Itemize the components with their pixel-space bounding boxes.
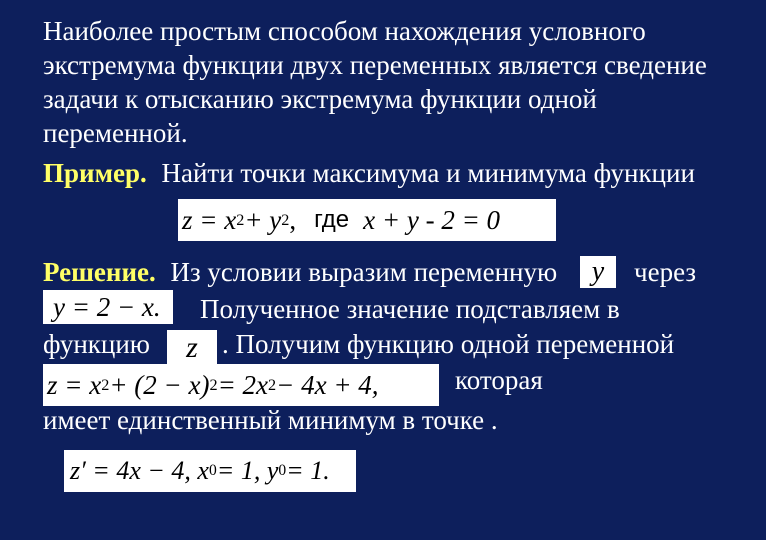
example-line bbox=[43, 156, 695, 190]
intro-line-3: задачи к отысканию экстремума функции одной bbox=[43, 84, 597, 114]
var-z-box bbox=[167, 330, 217, 366]
solution-through: через bbox=[634, 257, 697, 287]
formula-result: z′ = 4x − 4, x 0 = 1, y 0 = 1. bbox=[64, 450, 356, 492]
example-label: Пример. bbox=[43, 158, 147, 188]
formula-result-c: = 1. bbox=[286, 456, 330, 485]
formula-substitution: z = x 2 + (2 − x) 2 = 2x 2 − 4x + 4, bbox=[43, 364, 439, 406]
formula-result-b: = 1, y bbox=[216, 456, 279, 485]
formula-sub-c: = 2x bbox=[217, 369, 269, 400]
formula-result-a: z′ = 4x − 4, x bbox=[70, 456, 209, 485]
var-y-box bbox=[580, 256, 616, 288]
formula-sub-d: − 4x + 4, bbox=[276, 369, 379, 400]
example-text: Найти точки максимума и минимума функции bbox=[161, 158, 695, 188]
solution-which: которая bbox=[455, 365, 543, 395]
solution-text-2: Полученное значение подставляем в bbox=[200, 294, 620, 324]
intro-line-1: Наиболее простым способом нахождения условного bbox=[43, 16, 646, 46]
solution-func-word: функцию bbox=[43, 329, 150, 359]
formula-sub-a: z = x bbox=[47, 369, 102, 400]
solution-line-1 bbox=[43, 255, 557, 289]
formula-task-lhs: z = x bbox=[182, 204, 237, 235]
formula-task-constraint: x + y - 2 = 0 bbox=[363, 204, 501, 235]
solution-label: Решение. bbox=[43, 257, 156, 287]
solution-text-3: . Получим функцию одной переменной bbox=[222, 329, 675, 359]
intro-line-4: переменной. bbox=[43, 118, 188, 148]
intro-line-2: экстремума функции двух переменных является сведение bbox=[43, 50, 707, 80]
solution-text-4: имеет единственный минимум в точке . bbox=[43, 405, 498, 435]
var-y: y bbox=[591, 256, 605, 287]
var-z: z bbox=[186, 331, 198, 364]
formula-task-where: где bbox=[314, 206, 350, 233]
formula-task-plus: + y bbox=[244, 204, 282, 235]
solution-text-1: Из условии выразим переменную bbox=[170, 257, 558, 287]
formula-task: z = x 2 + y 2 , где x + y - 2 = 0 bbox=[178, 199, 556, 241]
expr-y-box bbox=[43, 290, 173, 324]
expr-y: y = 2 − x. bbox=[53, 291, 161, 322]
formula-sub-b: + (2 − x) bbox=[109, 369, 210, 400]
formula-task-comma: , bbox=[289, 204, 297, 235]
